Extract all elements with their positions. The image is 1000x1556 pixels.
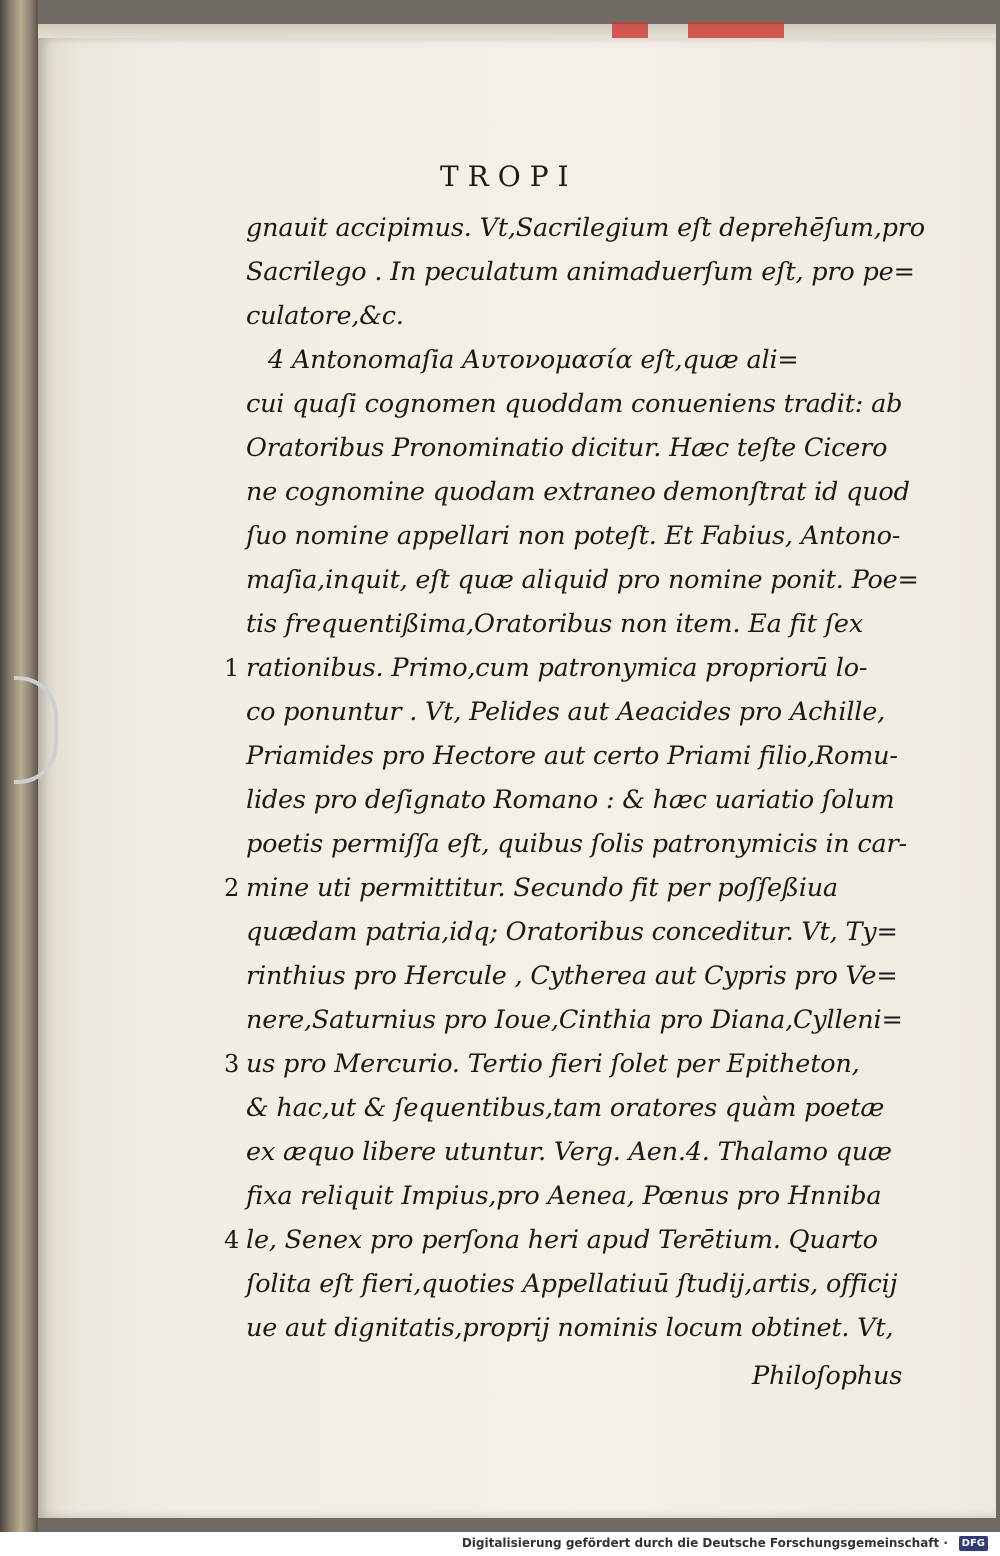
text-line: poetis permiſſa eſt, quibus ſolis patronymicis in car- <box>246 829 907 859</box>
text-line: Sacrilego . In peculatum animaduerſum eſt, pro pe= <box>246 257 915 287</box>
text-line: Priamides pro Hectore aut certo Priami filio,Romu- <box>246 741 898 771</box>
margin-number: 2 <box>224 874 240 902</box>
text-line: 4 Antonomaſia Αυτονομασία eſt,quæ ali= <box>268 345 799 375</box>
margin-number: 4 <box>224 1226 240 1254</box>
text-line: & hac,ut & ſequentibus,tam oratores quàm poetæ <box>246 1093 885 1123</box>
text-line: rationibus. Primo,cum patronymica propriorū lo- <box>246 653 868 683</box>
text-line: ue aut dignitatis,proprij nominis locum obtinet. Vt, <box>246 1313 894 1343</box>
text-line: tis frequentißima,Oratoribus non item. Ea fit ſex <box>246 609 864 639</box>
text-line: ex æquo libere utuntur. Verg. Aen.4. Thalamo quæ <box>246 1137 892 1167</box>
running-head: TROPI <box>440 160 578 193</box>
text-line: ne cognomine quodam extraneo demonſtrat id quod <box>246 477 910 507</box>
text-line: us pro Mercurio. Tertio fieri ſolet per Epitheton, <box>246 1049 860 1079</box>
margin-number: 1 <box>224 654 240 682</box>
text-line: fixa reliquit Impius,pro Aenea, Pœnus pro Hnniba <box>246 1181 882 1211</box>
text-line: cui quaſi cognomen quoddam conueniens tradit: ab <box>246 389 903 419</box>
text-line: mine uti permittitur. Secundo fit per poſſeßiua <box>246 873 838 903</box>
funding-credit: Digitalisierung gefördert durch die Deutsche Forschungsgemeinschaft · <box>461 1536 948 1550</box>
dfg-logo: DFG <box>959 1536 988 1551</box>
text-line: lides pro deſignato Romano : & hæc uariatio ſolum <box>246 785 895 815</box>
text-line: ſuo nomine appellari non poteſt. Et Fabius, Antono- <box>246 521 901 551</box>
footer-bar <box>0 1532 1000 1556</box>
text-line: quædam patria,idq; Oratoribus conceditur. Vt, Ty= <box>246 917 898 947</box>
text-line: ſolita eſt fieri,quoties Appellatiuū ſtudij,artis, officij <box>246 1269 898 1299</box>
margin-number: 3 <box>224 1050 240 1078</box>
catchword: Philoſophus <box>752 1361 903 1391</box>
text-line: co ponuntur . Vt, Pelides aut Aeacides pro Achille, <box>246 697 886 727</box>
text-line: culatore,&c. <box>246 301 404 331</box>
text-line: le, Senex pro perſona heri apud Terētium. Quarto <box>246 1225 878 1255</box>
text-line: Oratoribus Pronominatio dicitur. Hæc teſte Cicero <box>246 433 888 463</box>
text-line: rinthius pro Hercule , Cytherea aut Cypris pro Ve= <box>246 961 898 991</box>
text-line: gnauit accipimus. Vt,Sacrilegium eſt deprehēſum,pro <box>246 213 925 243</box>
text-line: maſia,inquit, eſt quæ aliquid pro nomine ponit. Poe= <box>246 565 919 595</box>
text-line: nere,Saturnius pro Ioue,Cinthia pro Diana,Cylleni= <box>246 1005 903 1035</box>
